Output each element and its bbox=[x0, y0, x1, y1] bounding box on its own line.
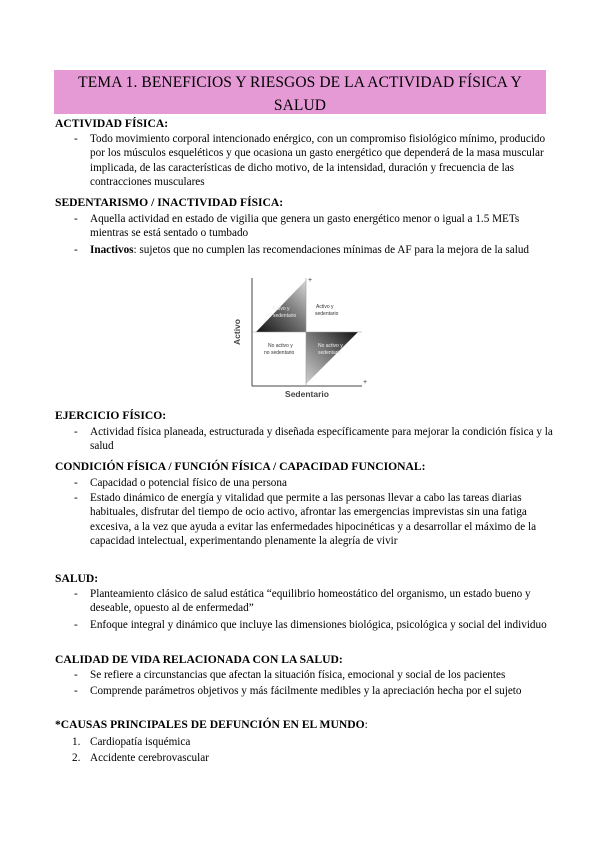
bullet-dash: - bbox=[74, 244, 78, 256]
heading-sedentarismo: SEDENTARISMO / INACTIVIDAD FÍSICA: bbox=[55, 196, 284, 209]
causas-heading-suffix: : bbox=[364, 718, 368, 731]
activity-sedentary-diagram bbox=[226, 272, 378, 402]
y-axis-label: Activo bbox=[232, 319, 242, 345]
diagram-svg bbox=[226, 272, 378, 402]
list-item-text: Planteamiento clásico de salud estática “equilibrio homeostático del organismo, un estado bueno y deseable, opuesto al de enfermedad” bbox=[90, 588, 531, 615]
x-axis-label: Sedentario bbox=[285, 389, 329, 399]
plus-right: + bbox=[363, 379, 368, 386]
causas-heading-text: *CAUSAS PRINCIPALES DE DEFUNCIÓN EN EL MUNDO bbox=[55, 718, 365, 731]
heading-causas-defuncion bbox=[55, 718, 368, 732]
bullet-dash: - bbox=[74, 133, 78, 145]
bullet-dash: - bbox=[74, 619, 78, 631]
heading-actividad-fisica: ACTIVIDAD FÍSICA: bbox=[55, 117, 169, 130]
list-item-text: Actividad física planeada, estructurada y diseñada específicamente para mejorar la condición física y la salud bbox=[90, 426, 553, 453]
inactivos-text: : sujetos que no cumplen las recomendaciones mínimas de AF para la mejora de la salud bbox=[133, 244, 530, 256]
quadrant-bl-line1: No activo y bbox=[268, 343, 293, 349]
quadrant-tl-line1: Activo y bbox=[272, 306, 290, 312]
title-banner bbox=[54, 70, 546, 114]
heading-calidad-de-vida: CALIDAD DE VIDA RELACIONADA CON LA SALUD: bbox=[55, 653, 343, 666]
bullet-dash: - bbox=[74, 477, 78, 489]
list-item-text: Aquella actividad en estado de vigilia que genera un gasto energético menor o igual a 1.5 METs mientras se está sentado o tumbado bbox=[90, 213, 520, 240]
quadrant-tl-line2: no sedentario bbox=[266, 313, 297, 319]
list-item-text: Enfoque integral y dinámico que incluye las dimensiones biológica, psicológica y social del individuo bbox=[90, 619, 547, 631]
quadrant-br-line1: No activo y bbox=[318, 343, 343, 349]
inactivos-label: Inactivos bbox=[90, 244, 134, 256]
plus-top: + bbox=[308, 277, 313, 284]
quadrant-tr-line2: sedentario bbox=[315, 311, 339, 317]
quadrant-bl-line2: no sedentario bbox=[264, 350, 295, 356]
heading-ejercicio-fisico: EJERCICIO FÍSICO: bbox=[55, 409, 167, 422]
item-number: 1. bbox=[72, 736, 81, 748]
bullet-dash: - bbox=[74, 685, 78, 697]
bullet-dash: - bbox=[74, 426, 78, 438]
item-number: 2. bbox=[72, 752, 81, 764]
heading-salud: SALUD: bbox=[55, 572, 99, 585]
list-item-text: Todo movimiento corporal intencionado enérgico, con un compromiso fisiológico mínimo, producido por los músculos esqueléticos y que ocasiona un gasto energético que dependerá de la masa muscular implicada, de las características de dicho motivo, de la intensidad, duración y frecuencia de las contracciones musculares bbox=[90, 133, 546, 188]
list-item-text: Estado dinámico de energía y vitalidad que permite a las personas llevar a cabo las tareas diarias habituales, disfrutar del tiempo de ocio activo, afrontar las emergencias imprevistas sin una fatiga excesiva, a la vez que ayuda a evitar las enfermedades hipocinéticas y a desarrollar el máximo de la capacidad intelectual, experimentando plenamente la alegría de vivir bbox=[90, 492, 537, 547]
list-item-text bbox=[90, 243, 555, 257]
bullet-dash: - bbox=[74, 213, 78, 225]
bullet-dash: - bbox=[74, 492, 78, 504]
quadrant-tr-line1: Activo y bbox=[316, 304, 334, 310]
title-line-2: SALUD bbox=[273, 97, 327, 114]
list-item-text: Comprende parámetros objetivos y más fácilmente medibles y la apreciación hecha por el sujeto bbox=[90, 685, 522, 697]
item-text: Cardiopatía isquémica bbox=[90, 736, 191, 748]
bullet-dash: - bbox=[74, 588, 78, 600]
bullet-dash: - bbox=[74, 669, 78, 681]
quadrant-br-line2: sedentario bbox=[318, 350, 342, 356]
lower-triangle bbox=[306, 332, 358, 384]
heading-condicion-fisica: CONDICIÓN FÍSICA / FUNCIÓN FÍSICA / CAPACIDAD FUNCIONAL: bbox=[55, 460, 426, 473]
list-item-text: Capacidad o potencial físico de una persona bbox=[90, 477, 287, 489]
title-line-1: TEMA 1. BENEFICIOS Y RIESGOS DE LA ACTIVIDAD FÍSICA Y bbox=[78, 74, 522, 91]
list-item-text: Se refiere a circunstancias que afectan la situación física, emocional y social de los pacientes bbox=[90, 669, 506, 681]
item-text: Accidente cerebrovascular bbox=[90, 752, 209, 764]
